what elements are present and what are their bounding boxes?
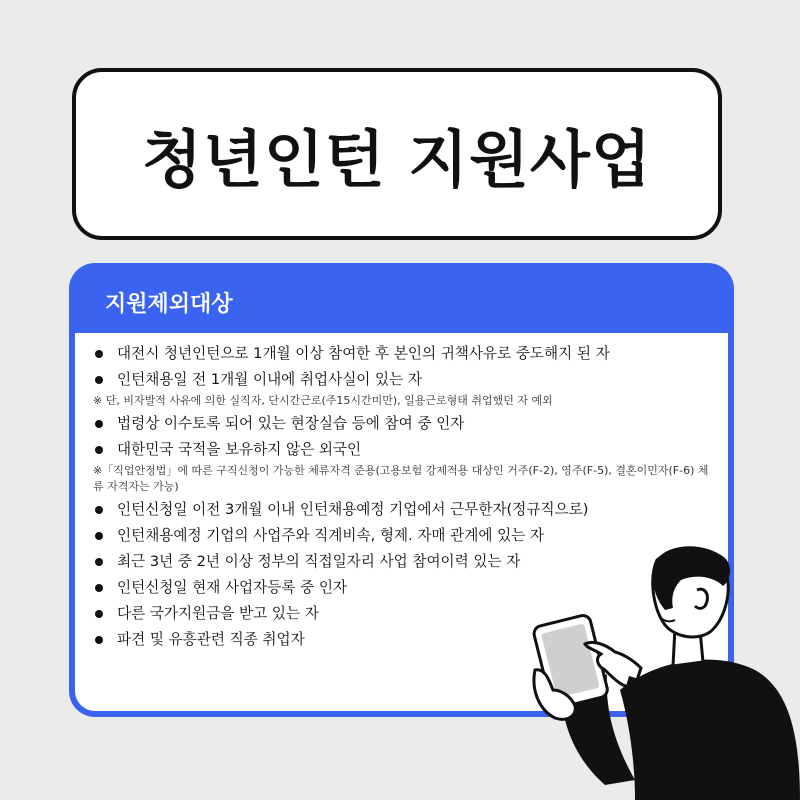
bullet-dot-icon bbox=[95, 610, 103, 618]
list-item-text: 대한민국 국적을 보유하지 않은 외국인 bbox=[117, 441, 362, 458]
bullet-dot-icon bbox=[95, 506, 103, 514]
list-item bbox=[93, 501, 718, 519]
card-header bbox=[69, 263, 734, 333]
list-item bbox=[93, 345, 718, 363]
list-item-text: 대전시 청년인턴으로 1개월 이상 참여한 후 본인의 귀책사유로 중도해지 된 자 bbox=[117, 345, 610, 362]
bullet-dot-icon bbox=[95, 376, 103, 384]
bullet-dot-icon bbox=[95, 532, 103, 540]
bullet-dot-icon bbox=[95, 446, 103, 454]
list-item-text: 최근 3년 중 2년 이상 정부의 직접일자리 사업 참여이력 있는 자 bbox=[117, 553, 521, 570]
list-note: ※「직업안정법」에 따른 구직신청이 가능한 체류자격 준용(고용보험 강제적용 대상인 거주(F-2), 영주(F-5), 결혼이민자(F-6) 체류 자격자는 가능) bbox=[93, 464, 709, 493]
card-title: 지원제외대상 bbox=[105, 291, 233, 317]
list-item-text: 인턴채용예정 기업의 사업주와 직계비속, 형제. 자매 관계에 있는 자 bbox=[117, 527, 545, 544]
bullet-dot-icon bbox=[95, 350, 103, 358]
title-box bbox=[72, 68, 722, 240]
page-title: 청년인턴 지원사업 bbox=[142, 122, 652, 196]
list-item bbox=[93, 371, 718, 389]
list-item-text: 다른 국가지원금을 받고 있는 자 bbox=[117, 605, 319, 622]
bullet-dot-icon bbox=[95, 636, 103, 644]
bullet-dot-icon bbox=[95, 558, 103, 566]
bullet-dot-icon bbox=[95, 420, 103, 428]
list-item bbox=[93, 415, 718, 433]
list-item bbox=[93, 441, 718, 459]
bullet-dot-icon bbox=[95, 584, 103, 592]
list-item-text: 법령상 이수토록 되어 있는 현장실습 등에 참여 중 인자 bbox=[117, 415, 465, 432]
list-note: ※ 단, 비자발적 사유에 의한 실직자, 단시간근로(주15시간미만), 일용근로형태 취업했던 자 예외 bbox=[93, 394, 553, 407]
list-item-text: 인턴신청일 현재 사업자등록 중 인자 bbox=[117, 579, 348, 596]
list-item-text: 인턴신청일 이전 3개월 이내 인턴채용예정 기업에서 근무한자(정규직으로) bbox=[117, 501, 589, 518]
person-with-tablet-illustration bbox=[525, 540, 800, 800]
list-item-text: 인턴채용일 전 1개월 이내에 취업사실이 있는 자 bbox=[117, 371, 422, 388]
list-item-text: 파견 및 유흥관련 직종 취업자 bbox=[117, 631, 305, 648]
